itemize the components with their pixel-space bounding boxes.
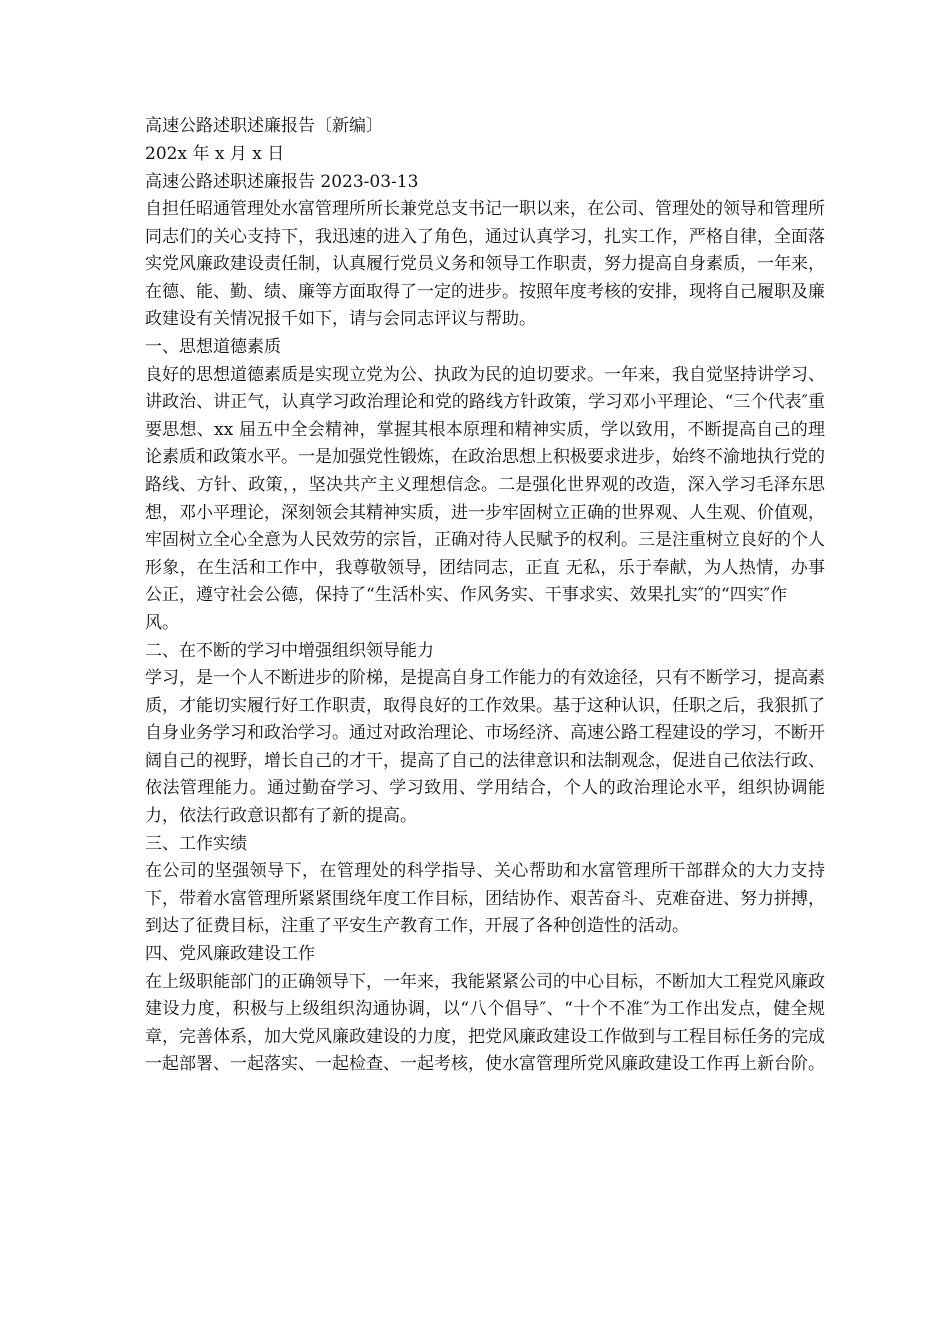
document-page <box>145 112 825 1079</box>
section-heading-2: 二、在不断的学习中增强组织领导能力 <box>145 640 434 661</box>
section-heading-3: 三、工作实绩 <box>145 833 247 854</box>
section-heading-4: 四、党风廉政建设工作 <box>145 944 315 965</box>
document-subtitle: 高速公路述职述廉报告 2023-03-13 <box>145 172 419 192</box>
section-body-3: 在公司的坚强领导下，在管理处的科学指导、关心帮助和水富管理所干部群众的大力支持下，带着水富管理所紧紧围绕年度工作目标，团结协作、艰苦奋斗、克难奋进、努力拼搏，到达了征费目标，注重了平安生产教育工作，开展了各种创造性的活动。 <box>145 861 825 937</box>
document-date: 202x 年 x 月 x 日 <box>145 144 285 164</box>
document-title: 高速公路述职述廉报告〔新编〕 <box>145 116 383 136</box>
intro-paragraph: 自担任昭通管理处水富管理所所长兼党总支书记一职以来，在公司、管理处的领导和管理所同志们的关心支持下，我迅速的进入了角色，通过认真学习，扎实工作，严格自律，全面落实党风廉政建设责任制，认真履行党员义务和领导工作职责，努力提高自身素质，一年来，在德、能、勤、绩、廉等方面取得了一定的进步。按照年度考核的安排，现将自己履职及廉政建设有关情况报千如下，请与会同志评议与帮助。 <box>145 199 825 330</box>
section-body-2: 学习，是一个人不断进步的阶梯，是提高自身工作能力的有效途径，只有不断学习，提高素质，才能切实履行好工作职责，取得良好的工作效果。基于这种认识，任职之后，我狠抓了自身业务学习和政治学习。通过对政治理论、市场经济、高速公路工程建设的学习，不断开阔自己的视野，增长自己的才干，提高了自己的法律意识和法制观念，促进自己依法行政、依法管理能力。通过勤奋学习、学习致用、学用结合，个人的政治理论水平，组织协调能力，依法行政意识都有了新的提高。 <box>145 668 825 827</box>
section-body-1: 良好的思想道德素质是实现立党为公、执政为民的迫切要求。一年来，我自觉坚持讲学习、讲政治、讲正气，认真学习政治理论和党的路线方针政策，学习邓小平理论、“三个代表″重要思想、xx 届五中全会精神，掌握其根本原理和精神实质，学以致用，不断提高自己的理论素质和政策水平。一是加强党性锻炼，在政治思想上积极要求进步，始终不渝地执行党的路线、方针、政策，，坚决共产主义理想信念。二是强化世界观的改造，深入学习毛泽东思想，邓小平理论，深刻领会其精神实质，进一步牢固树立正确的世界观、人生观、价值观，牢固树立全心全意为人民效劳的宗旨，正确对待人民赋予的权利。三是注重树立良好的个人形象，在生活和工作中，我尊敬领导，团结同志，正直 无私，乐于奉献，为人热情，办事公正，遵守社会公德，保持了“生活朴实、作风务实、干事求实、效果扎实″的“四实″作 <box>145 364 825 606</box>
section-body-4: 在上级职能部门的正确领导下，一年来，我能紧紧公司的中心目标，不断加大工程党风廉政建设力度，积极与上级组织沟通协调，以“八个倡导″、“十个不准″为工作出发点，健全规章，完善体系，加大党风廉政建设的力度，把党风廉政建设工作做到与工程目标任务的完成一起部署、一起落实、一起检查、一起考核，使水富管理所党风廉政建设工作再上新台阶。 <box>145 971 825 1075</box>
section-heading-1: 一、思想道德素质 <box>145 336 281 357</box>
section-body-1-tail: 风。 <box>145 612 179 633</box>
